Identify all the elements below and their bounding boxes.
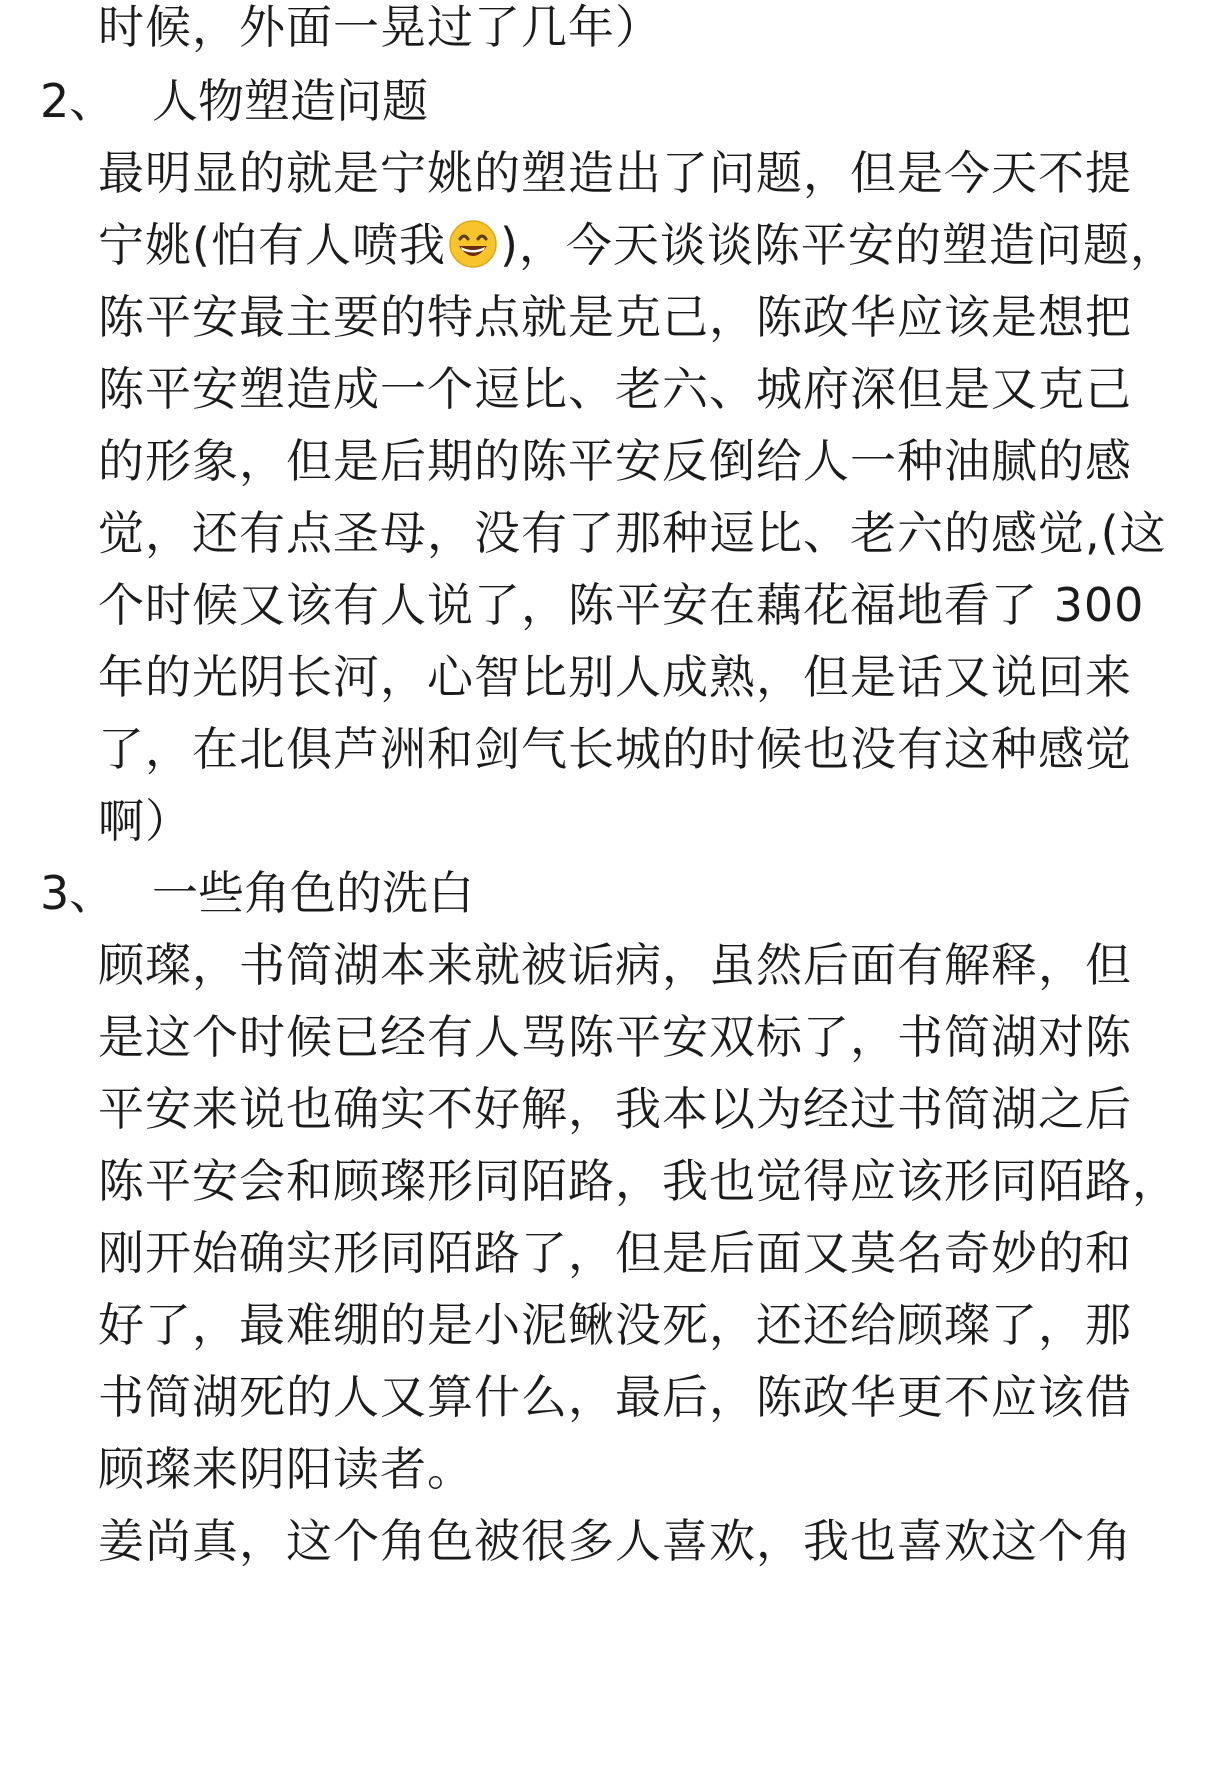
text-line bbox=[98, 214, 1177, 276]
text-line: 是这个时候已经有人骂陈平安双标了，书简湖对陈 bbox=[98, 1010, 1132, 1064]
text-line: 刚开始确实形同陌路了，但是后面又莫名奇妙的和 bbox=[98, 1226, 1132, 1280]
text-line: 好了，最难绷的是小泥鳅没死，还还给顾璨了，那 bbox=[98, 1298, 1132, 1352]
text-line: 年的光阴长河，心智比别人成熟，但是话又说回来 bbox=[98, 650, 1132, 704]
text-line: 最明显的就是宁姚的塑造出了问题，但是今天不提 bbox=[98, 146, 1132, 200]
text-line: 了，在北俱芦洲和剑气长城的时候也没有这种感觉 bbox=[98, 722, 1132, 776]
text-line: 书简湖死的人又算什么，最后，陈政华更不应该借 bbox=[98, 1370, 1132, 1424]
grinning-face-icon bbox=[448, 219, 498, 269]
section-heading-2 bbox=[40, 70, 428, 132]
section-number: 2、 bbox=[40, 74, 116, 128]
text-line: 姜尚真，这个角色被很多人喜欢，我也喜欢这个角 bbox=[98, 1514, 1132, 1568]
text-line: 时候，外面一晃过了几年） bbox=[98, 0, 662, 54]
text-line: 觉，还有点圣母，没有了那种逗比、老六的感觉,(这 bbox=[98, 506, 1167, 560]
text-line: 陈平安塑造成一个逗比、老六、城府深但是又克己 bbox=[98, 362, 1132, 416]
text-line: 的形象，但是后期的陈平安反倒给人一种油腻的感 bbox=[98, 434, 1132, 488]
text-line: 平安来说也确实不好解，我本以为经过书简湖之后 bbox=[98, 1082, 1132, 1136]
text-line: 啊） bbox=[98, 794, 192, 848]
text-line: 顾璨来阴阳读者。 bbox=[98, 1442, 474, 1496]
text-line: 顾璨，书简湖本来就被诟病，虽然后面有解释，但 bbox=[98, 938, 1132, 992]
text-fragment: )，今天谈谈陈平安的塑造问题， bbox=[499, 218, 1177, 272]
section-title: 一些角色的洗白 bbox=[152, 866, 474, 920]
text-fragment: 宁姚(怕有人喷我 bbox=[98, 218, 446, 272]
text-line: 陈平安最主要的特点就是克己，陈政华应该是想把 bbox=[98, 290, 1132, 344]
section-number: 3、 bbox=[40, 866, 116, 920]
text-line: 陈平安会和顾璨形同陌路，我也觉得应该形同陌路， bbox=[98, 1154, 1179, 1208]
section-title: 人物塑造问题 bbox=[152, 74, 428, 128]
section-heading-3 bbox=[40, 862, 474, 924]
text-line: 个时候又该有人说了，陈平安在藕花福地看了 300 bbox=[98, 578, 1145, 632]
